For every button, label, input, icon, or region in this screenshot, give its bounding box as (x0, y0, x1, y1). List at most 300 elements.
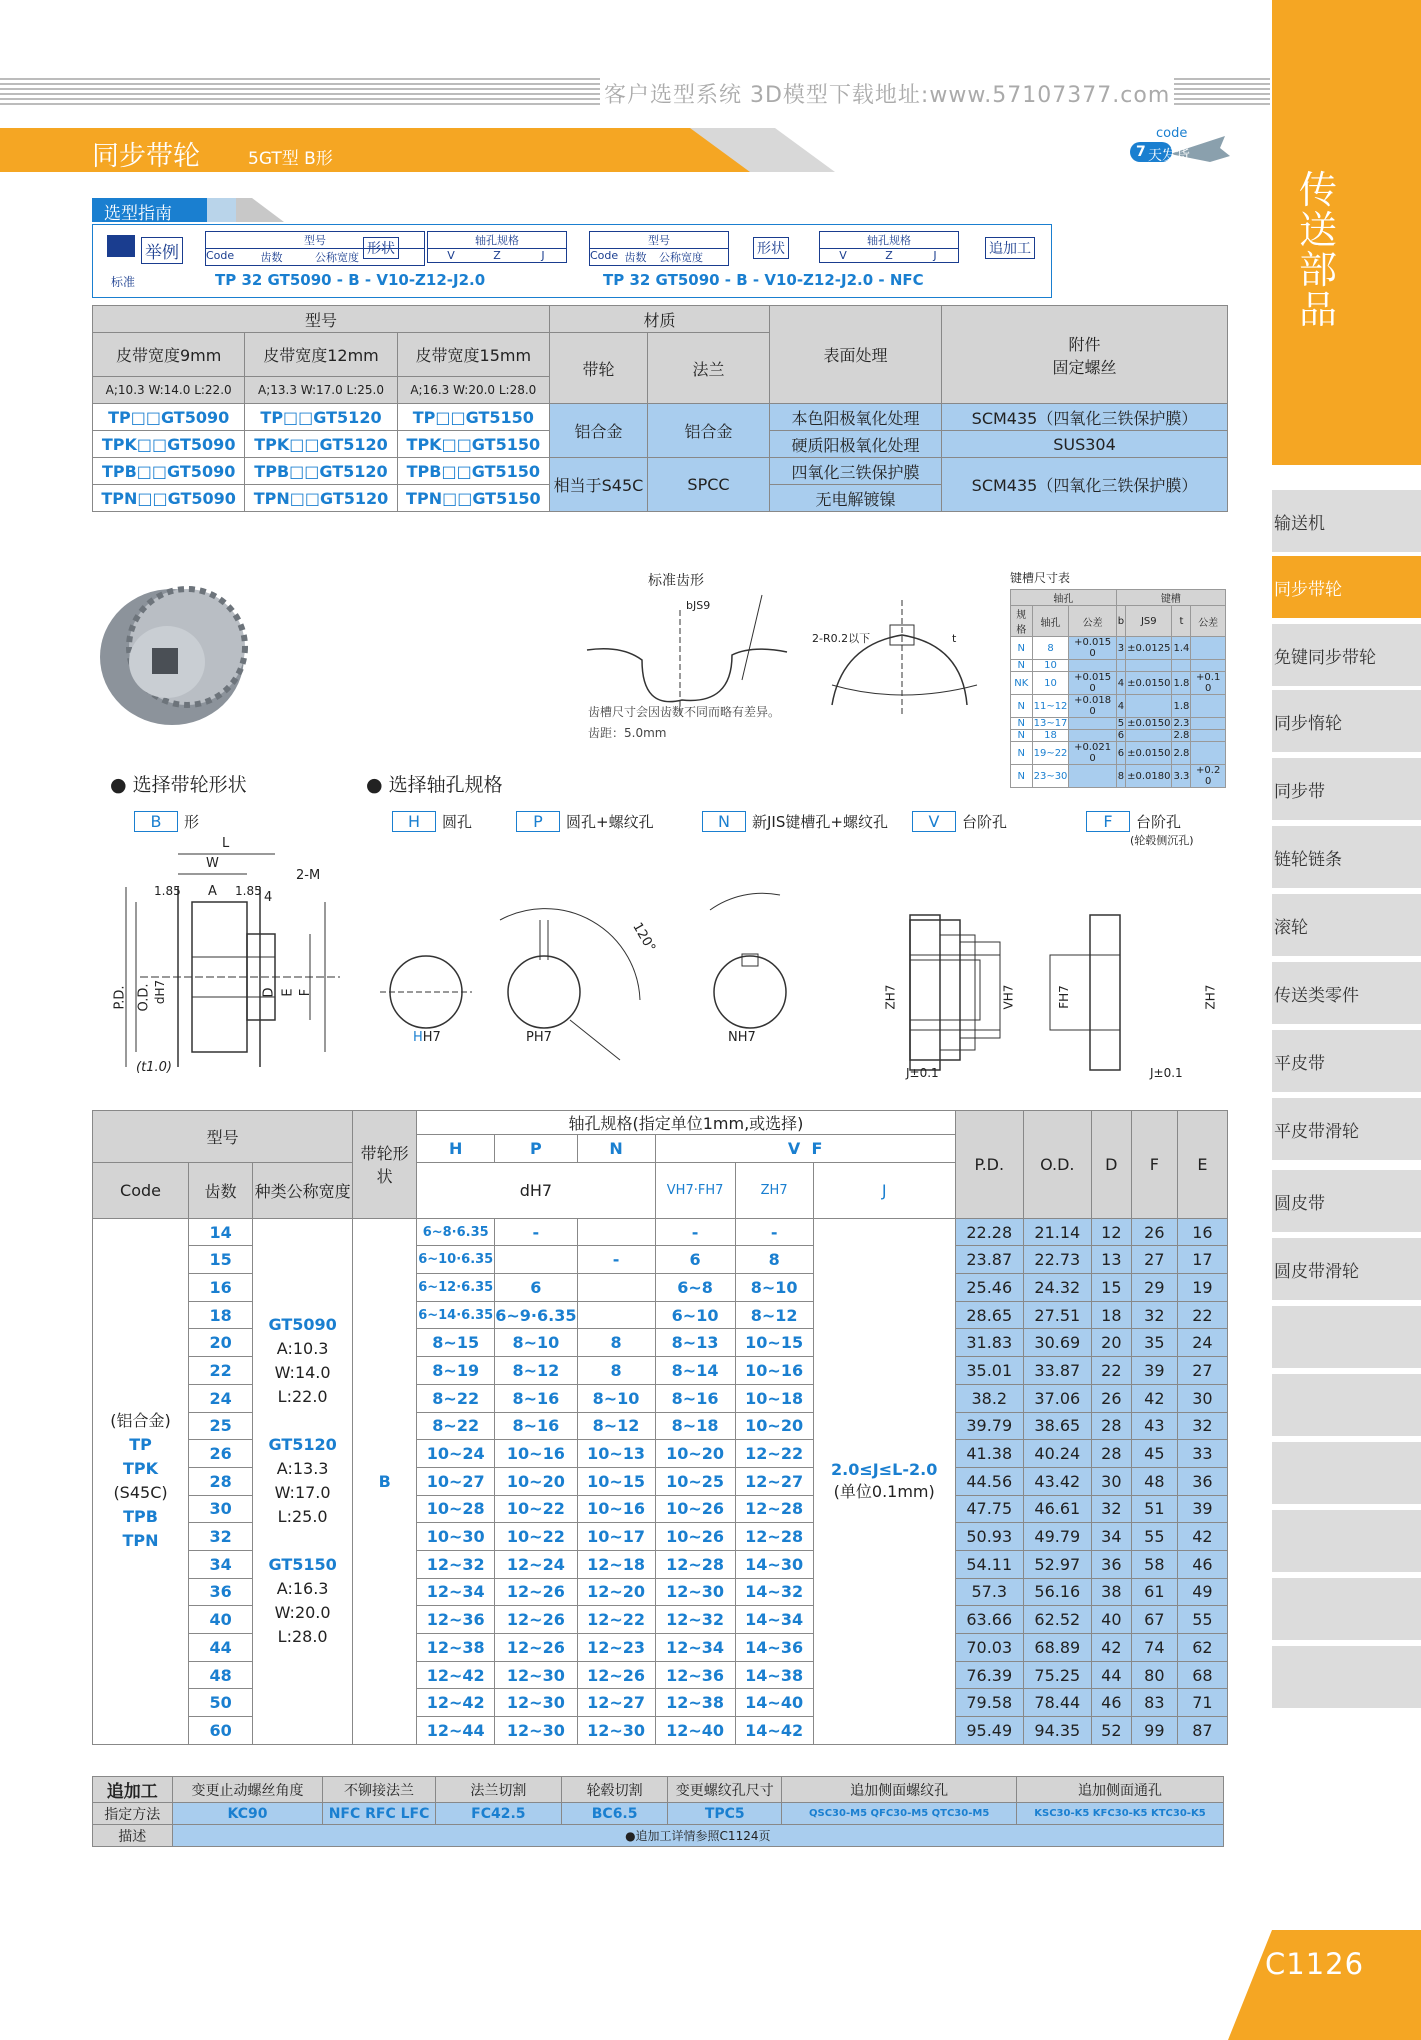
keyway-cell: 4 (1116, 695, 1125, 718)
opt-col-header: 不铆接法兰 (323, 1777, 435, 1803)
spec-dimension: 38.2 (955, 1384, 1023, 1412)
spec-bore-value: 10~26 (655, 1495, 735, 1523)
spec-bore-value: 14~40 (735, 1689, 813, 1717)
spec-kind-name: GT5120 (268, 1435, 337, 1455)
spec-bore-value: 6 (655, 1246, 735, 1274)
spec-dimension: 74 (1131, 1634, 1177, 1662)
keyway-cell: 11~12 (1032, 695, 1069, 718)
keyway-cell: 3.3 (1172, 765, 1191, 788)
bore-label: 台阶孔 (1136, 813, 1182, 831)
spec-bore-value: 6~12·6.35 (417, 1274, 495, 1302)
bore-angle: 120° (629, 920, 658, 955)
spec-code: TPK (123, 1459, 159, 1479)
keyway-cell (1191, 637, 1226, 660)
spec-dimension: 20 (1091, 1329, 1131, 1357)
bore-n7: NH7 (728, 1030, 756, 1045)
keyway-cell: +0.2 0 (1191, 765, 1226, 788)
spec-teeth: 32 (189, 1523, 253, 1551)
mat-surface: 硬质阳极氧化处理 (770, 431, 942, 458)
sidebar-item[interactable] (1272, 624, 1421, 686)
spec-dimension: 78.44 (1023, 1689, 1091, 1717)
spec-bore-value: 12~34 (655, 1634, 735, 1662)
spec-h-d: D (1091, 1111, 1131, 1219)
sidebar-item-label: 平皮带滑轮 (1274, 1122, 1359, 1142)
spec-dimension: 45 (1131, 1440, 1177, 1468)
sidebar-item[interactable] (1272, 826, 1421, 888)
spec-dimension: 19 (1177, 1274, 1227, 1302)
spec-kind-l: L:22.0 (277, 1387, 328, 1407)
sidebar-header (1272, 0, 1421, 465)
bore-label: 圆孔+螺纹孔 (566, 813, 654, 831)
spec-bore-value: 12~36 (655, 1661, 735, 1689)
guide-bore-head-2: 轴孔规格 V Z J (819, 231, 959, 263)
spec-h-shape: 带轮形状 (353, 1111, 417, 1219)
spec-bore-value: 6~8 (655, 1274, 735, 1302)
sidebar-item[interactable] (1272, 1098, 1421, 1160)
spec-h-code: Code (93, 1162, 189, 1218)
bore-label: 台阶孔 (962, 813, 1008, 831)
sidebar-blank (1272, 1306, 1421, 1368)
mat-model: TP□□GT5150 (397, 404, 549, 431)
keyway-cell: NK (1011, 672, 1033, 695)
keyway-cell: +0.018 0 (1069, 695, 1116, 718)
kw-h-axis: 轴孔 (1011, 590, 1117, 606)
keyway-cell: 2.8 (1173, 730, 1190, 741)
spec-dimension: 26 (1131, 1218, 1177, 1246)
sidebar-item-label: 同步带轮 (1274, 580, 1342, 600)
tooth-pitch: 齿距：5.0mm (588, 726, 667, 740)
spec-teeth: 40 (189, 1606, 253, 1634)
spec-dimension: 94.35 (1023, 1717, 1091, 1745)
spec-bore-value: 14~42 (735, 1717, 813, 1745)
spec-bore-value: 10~15 (577, 1467, 655, 1495)
spec-dimension: 41.38 (955, 1440, 1023, 1468)
keyway-cell: ±0.0125 (1126, 637, 1172, 660)
spec-teeth: 25 (189, 1412, 253, 1440)
mat-flange-spcc: SPCC (648, 458, 770, 512)
sidebar-item[interactable] (1272, 894, 1421, 956)
spec-bore-value: 10~17 (577, 1523, 655, 1551)
spec-teeth: 34 (189, 1550, 253, 1578)
spec-dimension: 12 (1091, 1218, 1131, 1246)
spec-teeth: 28 (189, 1467, 253, 1495)
spec-bore-value: 14~34 (735, 1606, 813, 1634)
dim-t1: (t1.0) (136, 1060, 172, 1075)
keyway-cell: 8 (1032, 637, 1069, 660)
spec-kind-a: A:13.3 (276, 1459, 329, 1479)
spec-bore-value: 8~22 (417, 1384, 495, 1412)
spec-bore-value: 12~34 (417, 1578, 495, 1606)
mat-h-w9: 皮带宽度9mm (93, 333, 245, 377)
spec-dimension: 38 (1091, 1578, 1131, 1606)
keyway-cell: N (1011, 730, 1033, 742)
spec-dimension: 22 (1177, 1301, 1227, 1329)
spec-bore-value: 12~18 (577, 1550, 655, 1578)
guide-shape-1: 形状 (363, 237, 399, 259)
spec-bore-value: 12~20 (577, 1578, 655, 1606)
spec-dimension: 42 (1177, 1523, 1227, 1551)
spec-kind-name: GT5090 (268, 1315, 337, 1335)
bore-legend-p (516, 811, 654, 832)
mat-h-w15: 皮带宽度15mm (397, 333, 549, 377)
spec-dimension: 54.11 (955, 1550, 1023, 1578)
bore-h7: HH7 (413, 1030, 441, 1045)
spec-bore-value: 10~27 (417, 1467, 495, 1495)
bore-sublabel: (轮毂侧沉孔) (1130, 834, 1194, 847)
mat-model: TPK□□GT5090 (93, 431, 245, 458)
mat-surface: 无电解镀镍 (770, 485, 942, 512)
spec-code: (S45C) (113, 1483, 168, 1503)
guide-model-head-1: 型号 Code 齿数 公称宽度 (205, 231, 425, 266)
spec-bore-value: 8~13 (655, 1329, 735, 1357)
opt-col-header: 追加侧面通孔 (1016, 1777, 1223, 1803)
spec-bore-value: 10~22 (495, 1523, 577, 1551)
sidebar-item-label: 同步带 (1274, 782, 1325, 802)
spec-h-vfh7: VH7·FH7 (655, 1162, 735, 1218)
spec-bore-value: 12~30 (655, 1578, 735, 1606)
sidebar-item[interactable] (1272, 1238, 1421, 1300)
keyway-cell (1191, 660, 1226, 672)
spec-dimension: 21.14 (1023, 1218, 1091, 1246)
spec-h-vf: V F (655, 1135, 955, 1163)
spec-bore-value: 12~42 (417, 1689, 495, 1717)
options-table (92, 1776, 1224, 1847)
spec-teeth: 30 (189, 1495, 253, 1523)
spec-dimension: 61 (1131, 1578, 1177, 1606)
spec-dimension: 50.93 (955, 1523, 1023, 1551)
page-subtitle: 5GT型 B形 (248, 149, 333, 169)
keyway-cell (1126, 660, 1172, 672)
bore-code: H (392, 811, 436, 832)
keyway-row (1011, 765, 1226, 788)
spec-bore-value: 8~12 (735, 1301, 813, 1329)
bullet-icon: ● (110, 774, 133, 796)
spec-bore-value: 12~42 (417, 1661, 495, 1689)
spec-dimension: 22 (1091, 1357, 1131, 1385)
spec-bore-value: 12~32 (417, 1550, 495, 1578)
spec-bore-value: 10~22 (495, 1495, 577, 1523)
guide-shape-2: 形状 (753, 237, 789, 259)
spec-bore-value (495, 1246, 577, 1274)
spec-dimension: 46 (1091, 1689, 1131, 1717)
sidebar-item-label: 平皮带 (1274, 1054, 1325, 1074)
keyway-cell (1069, 730, 1116, 742)
dim-A: A (208, 884, 217, 899)
pulley-photo (92, 572, 262, 732)
shape-label: 形 (184, 813, 200, 831)
mat-model: TPK□□GT5150 (397, 431, 549, 458)
sidebar-item[interactable] (1272, 690, 1421, 752)
spec-teeth: 36 (189, 1578, 253, 1606)
spec-bore-value: 12~40 (655, 1717, 735, 1745)
page-title: 同步带轮 (92, 141, 200, 172)
spec-bore-value: 10~25 (655, 1467, 735, 1495)
spec-dimension: 63.66 (955, 1606, 1023, 1634)
spec-dimension: 27.51 (1023, 1301, 1091, 1329)
spec-kind-a: A:10.3 (276, 1339, 329, 1359)
opt-spec: 指定方法 (93, 1803, 173, 1825)
bore-legend-f (1086, 811, 1194, 848)
bore-label: 圆孔 (442, 813, 473, 831)
spec-dimension: 52.97 (1023, 1550, 1091, 1578)
spec-bore-value: 12~26 (495, 1606, 577, 1634)
spec-dimension: 24 (1177, 1329, 1227, 1357)
keyway-cell (1116, 660, 1125, 672)
keyway-cell: 2.8 (1172, 742, 1191, 765)
spec-bore-value: 8~10 (735, 1274, 813, 1302)
guide-example-1: TP 32 GT5090 - B - V10-Z12-J2.0 (215, 271, 486, 289)
spec-dimension: 36 (1091, 1550, 1131, 1578)
spec-code: TPB (123, 1507, 158, 1527)
spec-dimension: 43.42 (1023, 1467, 1091, 1495)
keyway-cell: N (1011, 637, 1033, 660)
spec-dimension: 42 (1131, 1384, 1177, 1412)
sidebar-blank (1272, 1510, 1421, 1572)
sidebar-item[interactable] (1272, 962, 1421, 1024)
spec-dimension: 35 (1131, 1329, 1177, 1357)
dim-F: F (298, 988, 314, 997)
mat-h-w12: 皮带宽度12mm (245, 333, 397, 377)
sidebar-item[interactable] (1272, 490, 1421, 552)
spec-table (92, 1110, 1228, 1745)
bore-code: F (1086, 811, 1130, 832)
keyway-cell: ±0.0150 (1127, 718, 1171, 729)
spec-bore-value (577, 1301, 655, 1329)
spec-dimension: 46.61 (1023, 1495, 1091, 1523)
keyway-row (1011, 672, 1226, 695)
keyway-row (1011, 718, 1226, 730)
spec-dimension: 39 (1177, 1495, 1227, 1523)
keyway-cell (1191, 718, 1226, 730)
kw-h-tol: 公差 (1069, 606, 1116, 637)
opt-value: QSC30-M5 QFC30-M5 QTC30-M5 (782, 1803, 1017, 1825)
spec-teeth: 60 (189, 1717, 253, 1745)
page-number: C1126 (1265, 1947, 1365, 1981)
spec-bore-value: 10~28 (417, 1495, 495, 1523)
opt-value: NFC RFC LFC (323, 1803, 435, 1825)
spec-dimension: 48 (1131, 1467, 1177, 1495)
mat-flange-al: 铝合金 (648, 404, 770, 458)
spec-h-od: O.D. (1023, 1111, 1091, 1219)
opt-desc: 描述 (93, 1825, 173, 1847)
spec-bore-value: 6~8·6.35 (417, 1218, 495, 1246)
spec-dimension: 28.65 (955, 1301, 1023, 1329)
spec-dimension: 29 (1131, 1274, 1177, 1302)
keyway-cell (1069, 718, 1116, 730)
spec-bore-value: 12~38 (655, 1689, 735, 1717)
mat-surface: 四氧化三铁保护膜 (770, 458, 942, 485)
mat-d9: A;10.3 W:14.0 L:22.0 (93, 377, 245, 404)
spec-dimension: 47.75 (955, 1495, 1023, 1523)
spec-dimension: 87 (1177, 1717, 1227, 1745)
kw-h-key: 键槽 (1116, 590, 1225, 606)
dim-D: D (261, 987, 277, 998)
dim-pd: P.D. (112, 985, 128, 1010)
spec-bore-value: 12~30 (577, 1717, 655, 1745)
spec-bore-value: 14~32 (735, 1578, 813, 1606)
mat-model: TP□□GT5090 (93, 404, 245, 431)
spec-dimension: 36 (1177, 1467, 1227, 1495)
spec-dimension: 27 (1177, 1357, 1227, 1385)
spec-kind-w: W:14.0 (274, 1363, 331, 1383)
spec-bore-value: 8 (735, 1246, 813, 1274)
sidebar-blank (1272, 1374, 1421, 1436)
spec-teeth: 24 (189, 1384, 253, 1412)
spec-bore-value: 10~16 (735, 1357, 813, 1385)
sidebar-item[interactable] (1272, 1030, 1421, 1092)
spec-dimension: 26 (1091, 1384, 1131, 1412)
keyway-cell: 18 (1032, 730, 1069, 742)
shape-legend (134, 811, 199, 832)
keyway-cell: +0.021 0 (1069, 742, 1116, 765)
kw-h-spec: 规格 (1011, 606, 1033, 637)
keyway-cell: +0.015 0 (1069, 672, 1116, 695)
spec-dimension: 37.06 (1023, 1384, 1091, 1412)
spec-bore-value: 12~26 (495, 1634, 577, 1662)
spec-bore-value: - (735, 1218, 813, 1246)
spec-j-unit: (单位0.1mm) (833, 1482, 935, 1502)
spec-bore-value: 12~32 (655, 1606, 735, 1634)
spec-dimension: 55 (1177, 1606, 1227, 1634)
opt-col-header: 轮毂切割 (562, 1777, 668, 1803)
spec-dimension: 79.58 (955, 1689, 1023, 1717)
tooth-bjs9: bJS9 (686, 599, 711, 612)
opt-value: BC6.5 (562, 1803, 668, 1825)
sidebar-item-label: 圆皮带滑轮 (1274, 1262, 1359, 1282)
spec-teeth: 50 (189, 1689, 253, 1717)
spec-dimension: 30.69 (1023, 1329, 1091, 1357)
spec-bore-value: 10~26 (655, 1523, 735, 1551)
spec-teeth: 15 (189, 1246, 253, 1274)
dim-4: 4 (264, 890, 273, 905)
spec-dimension: 40.24 (1023, 1440, 1091, 1468)
shape-section-title: ● 选择带轮形状 (110, 774, 247, 796)
spec-teeth: 48 (189, 1661, 253, 1689)
kw-h-js9: JS9 (1126, 606, 1172, 637)
badge-label: 天发货 (1148, 148, 1190, 164)
spec-dimension: 67 (1131, 1606, 1177, 1634)
spec-h-H: H (417, 1135, 495, 1163)
spec-bore-value: 8~22 (417, 1412, 495, 1440)
spec-teeth: 18 (189, 1301, 253, 1329)
keyway-row (1011, 637, 1226, 660)
spec-bore-value: 10~13 (577, 1440, 655, 1468)
dim-2m: 2-M (296, 868, 321, 883)
keyway-cell: 6 (1116, 742, 1125, 765)
dim-od: O.D. (136, 983, 152, 1012)
spec-dimension: 17 (1177, 1246, 1227, 1274)
keyway-cell: 5 (1117, 718, 1125, 729)
sidebar-item[interactable] (1272, 1170, 1421, 1232)
keyway-cell: 4 (1116, 672, 1125, 695)
opt-value: KSC30-K5 KFC30-K5 KTC30-K5 (1016, 1803, 1223, 1825)
mat-model: TPN□□GT5090 (93, 485, 245, 512)
spec-dimension: 39.79 (955, 1412, 1023, 1440)
mat-pulley-al: 铝合金 (550, 404, 648, 458)
spec-h-dh7: dH7 (417, 1162, 655, 1218)
bullet-icon: ● (366, 774, 389, 796)
mat-model: TPN□□GT5120 (245, 485, 397, 512)
sidebar-item[interactable] (1272, 556, 1421, 618)
bore-z7b: ZH7 (1203, 984, 1218, 1010)
spec-j-range: 2.0≤J≤L-2.0 (831, 1460, 938, 1480)
spec-bore-value: 8 (577, 1357, 655, 1385)
spec-bore-value: 10~18 (735, 1384, 813, 1412)
bore-legend-h (392, 811, 472, 832)
spec-dimension: 56.16 (1023, 1578, 1091, 1606)
mat-model: TPB□□GT5150 (397, 458, 549, 485)
spec-bore-value: 8~14 (655, 1357, 735, 1385)
spec-bore-value: 8~12 (495, 1357, 577, 1385)
keyway-cell: ±0.0150 (1126, 672, 1172, 695)
bore-label: 新JIS键槽孔+螺纹孔 (752, 813, 888, 831)
keyway-cell (1191, 742, 1226, 765)
sidebar-item[interactable] (1272, 758, 1421, 820)
spec-h-e: E (1177, 1111, 1227, 1219)
spec-bore-value: 12~30 (495, 1661, 577, 1689)
header-url[interactable]: 客户选型系统 3D模型下载地址:www.57107377.com (600, 78, 1174, 109)
bore-z7: ZH7 (883, 984, 898, 1010)
spec-j-cell (813, 1218, 955, 1744)
spec-bore-value: 12~30 (495, 1689, 577, 1717)
spec-bore-value: 8~16 (495, 1384, 577, 1412)
mat-model: TPB□□GT5090 (93, 458, 245, 485)
keyway-cell: ±0.0150 (1126, 742, 1172, 765)
guide-standard: 标准 (111, 275, 136, 289)
spec-bore-value: 12~30 (495, 1717, 577, 1745)
spec-bore-value: 14~30 (735, 1550, 813, 1578)
spec-bore-value: 12~28 (735, 1523, 813, 1551)
spec-bore-value: 10~24 (417, 1440, 495, 1468)
bore-p7: PH7 (526, 1030, 552, 1045)
keyway-table (1010, 589, 1226, 788)
spec-h-f: F (1131, 1111, 1177, 1219)
spec-bore-value: 12~27 (577, 1689, 655, 1717)
kw-h-tol2: 公差 (1191, 606, 1226, 637)
spec-dimension: 68.89 (1023, 1634, 1091, 1662)
spec-bore-value: 8~10 (495, 1329, 577, 1357)
keyway-cell: N (1011, 742, 1033, 765)
bore-code: N (702, 811, 746, 832)
spec-dimension: 49.79 (1023, 1523, 1091, 1551)
keyway-cell: 2.3 (1173, 718, 1190, 729)
spec-row (93, 1218, 1228, 1246)
spec-dimension: 13 (1091, 1246, 1131, 1274)
kw-h-t: t (1172, 606, 1191, 637)
dim-W: W (206, 856, 219, 871)
spec-code: TPN (122, 1531, 159, 1551)
spec-bore-value: 10~15 (735, 1329, 813, 1357)
spec-bore-value: 6~10·6.35 (417, 1246, 495, 1274)
spec-bore-value: 14~38 (735, 1661, 813, 1689)
spec-bore-value: 12~22 (735, 1440, 813, 1468)
spec-bore-value: - (495, 1218, 577, 1246)
dim-185a: 1.85 (154, 884, 181, 898)
spec-bore-value: 8~10 (577, 1384, 655, 1412)
spec-dimension: 68 (1177, 1661, 1227, 1689)
sidebar-item-label: 同步惰轮 (1274, 714, 1342, 734)
spec-dimension: 58 (1131, 1550, 1177, 1578)
keyway-cell (1172, 660, 1191, 672)
sidebar-item-label: 免键同步带轮 (1274, 648, 1376, 668)
spec-dimension: 32 (1131, 1301, 1177, 1329)
spec-dimension: 71 (1177, 1689, 1227, 1717)
delivery-badge (1130, 126, 1230, 172)
spec-dimension: 24.32 (1023, 1274, 1091, 1302)
spec-dimension: 44 (1091, 1661, 1131, 1689)
spec-h-pd: P.D. (955, 1111, 1023, 1219)
spec-teeth: 44 (189, 1634, 253, 1662)
